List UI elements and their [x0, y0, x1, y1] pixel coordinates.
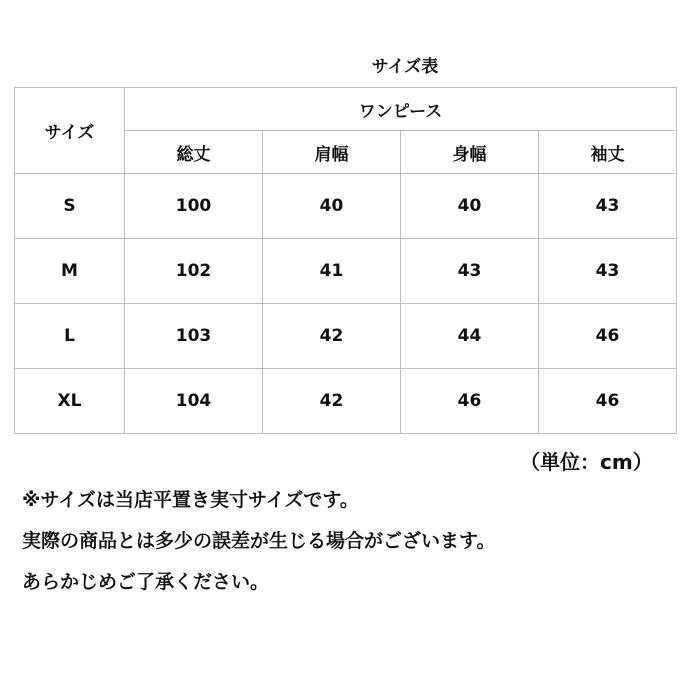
table-row — [15, 304, 677, 369]
table-cell: 100 — [125, 174, 263, 239]
table-cell: 40 — [263, 174, 401, 239]
size-table — [14, 87, 677, 434]
column-header-sleeve: 袖丈 — [539, 131, 677, 174]
table-cell: 46 — [401, 369, 539, 434]
note-line: 実際の商品とは多少の誤差が生じる場合がございます。 — [22, 530, 496, 552]
notes-block — [22, 480, 692, 603]
table-cell: 42 — [263, 304, 401, 369]
table-header-row — [15, 88, 677, 131]
table-row — [15, 239, 677, 304]
table-cell: 41 — [263, 239, 401, 304]
unit-note: （単位：cm） — [520, 450, 653, 474]
table-cell: 44 — [401, 304, 539, 369]
row-size-label: L — [15, 304, 125, 369]
note-line: あらかじめご了承ください。 — [22, 571, 270, 593]
table-cell: 43 — [539, 239, 677, 304]
column-header-chest: 身幅 — [401, 131, 539, 174]
table-cell: 43 — [539, 174, 677, 239]
table-cell: 43 — [401, 239, 539, 304]
row-size-label: S — [15, 174, 125, 239]
note-line: ※サイズは当店平置き実寸サイズです。 — [22, 489, 359, 511]
table-cell: 46 — [539, 304, 677, 369]
chart-title: サイズ表 — [371, 57, 439, 77]
table-cell: 40 — [401, 174, 539, 239]
table-cell: 104 — [125, 369, 263, 434]
table-cell: 103 — [125, 304, 263, 369]
column-header-shoulder: 肩幅 — [263, 131, 401, 174]
table-row — [15, 369, 677, 434]
row-size-label: M — [15, 239, 125, 304]
table-row — [15, 174, 677, 239]
column-header-length: 総丈 — [125, 131, 263, 174]
table-cell: 102 — [125, 239, 263, 304]
group-header-cell: ワンピース — [125, 88, 677, 131]
table-cell: 42 — [263, 369, 401, 434]
row-size-label: XL — [15, 369, 125, 434]
table-cell: 46 — [539, 369, 677, 434]
size-header-cell: サイズ — [15, 88, 125, 174]
